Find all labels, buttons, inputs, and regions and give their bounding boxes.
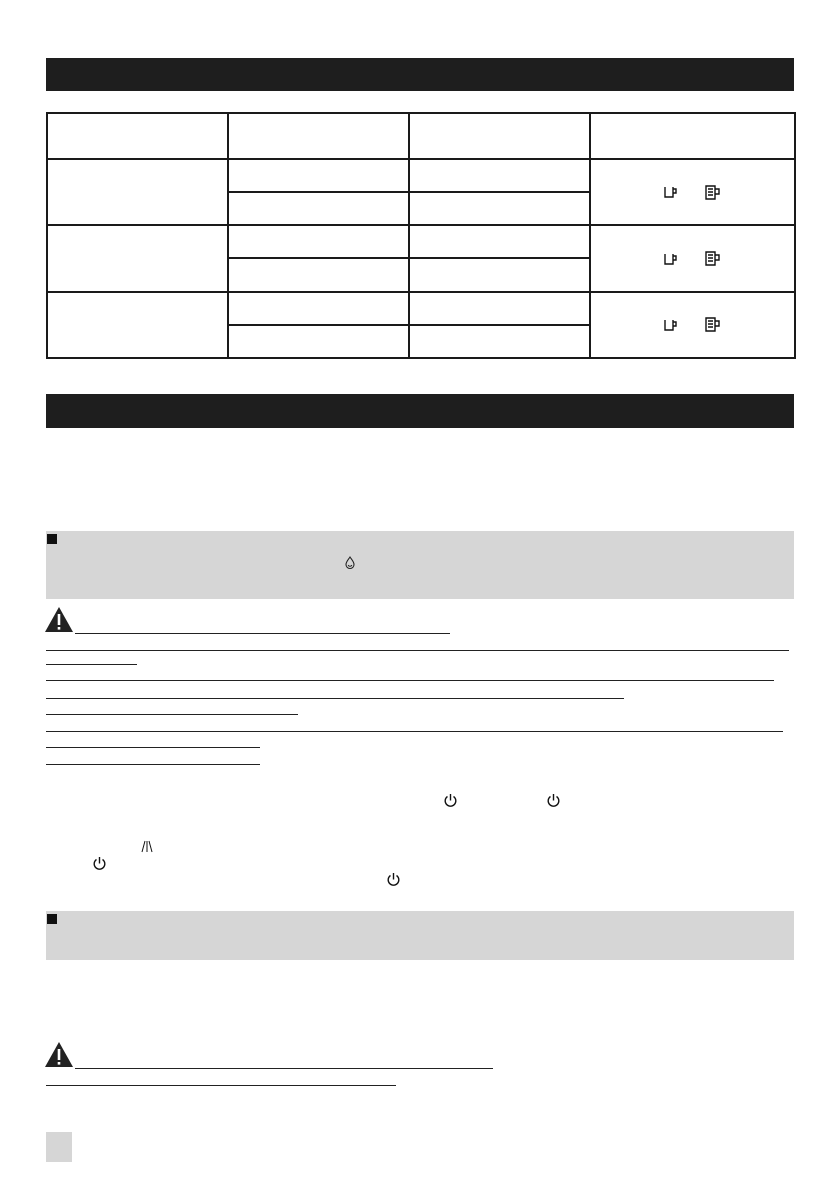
group-label-cell bbox=[47, 225, 228, 291]
table-cell bbox=[409, 159, 590, 192]
water-drop-icon bbox=[343, 556, 357, 570]
section-header-bar bbox=[46, 394, 794, 428]
table-header-cell bbox=[409, 113, 590, 159]
small-cup-icon bbox=[664, 252, 678, 266]
note-square-bullet bbox=[47, 914, 57, 924]
table-header-cell bbox=[590, 113, 795, 159]
text-line bbox=[46, 698, 624, 699]
table-cell bbox=[228, 292, 409, 325]
text-line bbox=[46, 764, 260, 765]
table-cell bbox=[228, 258, 409, 291]
small-cup-icon bbox=[664, 185, 678, 199]
cup-size-cell bbox=[590, 292, 795, 358]
large-cup-icon bbox=[705, 185, 721, 200]
warning-title-underline bbox=[75, 633, 450, 634]
table-header-cell bbox=[228, 113, 409, 159]
text-line bbox=[46, 714, 298, 715]
page-number-box bbox=[46, 1132, 72, 1162]
table-cell bbox=[228, 159, 409, 192]
power-icon bbox=[546, 793, 561, 808]
note-box bbox=[46, 911, 794, 960]
text-line bbox=[46, 1085, 396, 1086]
group-label-cell bbox=[47, 159, 228, 225]
section-header-bar bbox=[46, 58, 794, 91]
cup-size-cell bbox=[590, 159, 795, 225]
warning-triangle-icon bbox=[44, 606, 74, 633]
table-row bbox=[47, 159, 795, 192]
group-label-cell bbox=[47, 292, 228, 358]
table-cell bbox=[409, 258, 590, 291]
table-row bbox=[47, 225, 795, 258]
table-header-row bbox=[47, 113, 795, 159]
table-row bbox=[47, 292, 795, 325]
table-cell bbox=[409, 192, 590, 225]
power-icon bbox=[443, 793, 458, 808]
note-square-bullet bbox=[47, 534, 57, 544]
table-cell bbox=[409, 325, 590, 358]
large-cup-icon bbox=[705, 317, 721, 332]
table-cell bbox=[409, 225, 590, 258]
text-line bbox=[46, 731, 783, 732]
text-line bbox=[46, 664, 137, 665]
text-line bbox=[46, 650, 789, 651]
text-line bbox=[46, 747, 260, 748]
table-header-cell bbox=[47, 113, 228, 159]
text-line bbox=[46, 680, 774, 681]
table-cell bbox=[409, 292, 590, 325]
large-cup-icon bbox=[705, 251, 721, 266]
power-icon bbox=[386, 872, 401, 887]
note-box bbox=[46, 531, 794, 599]
warning-title-underline bbox=[75, 1068, 493, 1069]
cup-size-cell bbox=[590, 225, 795, 291]
power-icon bbox=[92, 856, 107, 871]
table-cell bbox=[228, 325, 409, 358]
table-cell bbox=[228, 225, 409, 258]
recipe-table bbox=[46, 112, 796, 359]
warning-triangle-icon bbox=[44, 1041, 74, 1068]
steam-icon bbox=[141, 840, 153, 853]
table-cell bbox=[228, 192, 409, 225]
small-cup-icon bbox=[664, 318, 678, 332]
